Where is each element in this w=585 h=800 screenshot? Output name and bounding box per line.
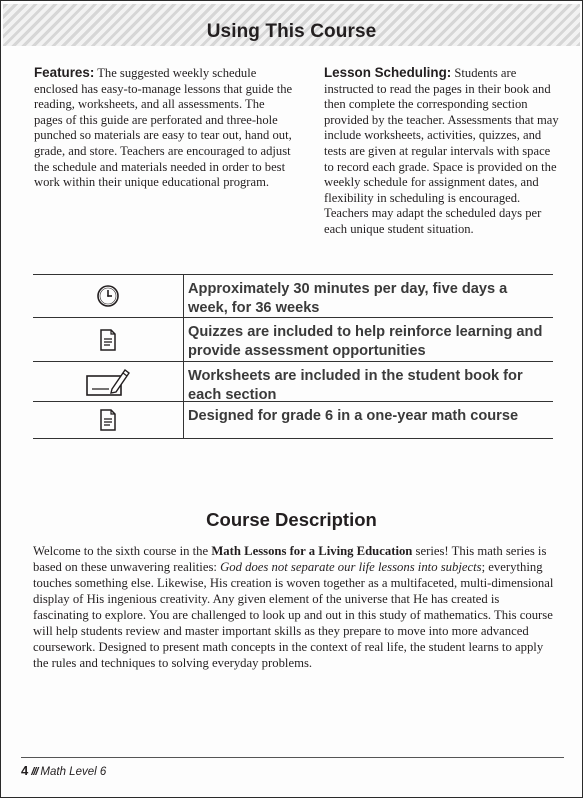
series-name: Math Lessons for a Living Education — [211, 544, 413, 558]
desc-text-1: Welcome to the sixth course in the — [33, 544, 212, 558]
lesson-scheduling-body: Students are instructed to read the pages in their book and then complete the corresponding section provided by the teacher. Assessments that may include worksheets, activities, quizzes, and tests are given at regular intervals with space to record each grade. Space is provided on the weekly schedule for assignment dates, and flexibility in scheduling is encouraged. Teachers may adapt the scheduled days per each unique student situation. — [324, 66, 559, 236]
feature-text-time: Approximately 30 minutes per day, five days a week, for 36 weeks — [188, 281, 508, 316]
footer-marks: /// — [31, 766, 38, 778]
feature-text-quizzes: Quizzes are included to help reinforce learning and provide assessment opportunities — [188, 324, 543, 359]
feature-row-worksheets — [33, 361, 553, 401]
clock-icon — [96, 284, 120, 308]
lesson-scheduling-paragraph — [324, 65, 560, 238]
page-footer — [21, 763, 106, 778]
lesson-scheduling-heading: Lesson Scheduling: — [324, 65, 452, 80]
book-title: Math Level 6 — [40, 766, 107, 778]
feature-text-grade: Designed for grade 6 in a one-year math course — [188, 408, 519, 424]
pencil-writing-icon — [85, 367, 131, 397]
page-number: 4 — [21, 763, 29, 778]
document-icon — [99, 329, 117, 351]
page-title: Using This Course — [206, 21, 377, 42]
features-body: The suggested weekly schedule enclosed has easy-to-manage lessons that guide the reading, worksheets, and all assessments. The pages of this guide are perforated and three-hole punched so materials are easy to tear out, hand out, grade, and store. Teachers are encouraged to adjust the schedule and materials needed in order to best work within their unique educational program. — [34, 66, 293, 190]
features-heading: Features: — [34, 65, 95, 80]
feature-table — [33, 274, 553, 439]
feature-text-worksheets: Worksheets are included in the student book for each section — [188, 368, 523, 403]
feature-row-grade — [33, 401, 553, 438]
feature-row-time — [33, 275, 553, 317]
course-description-body — [33, 543, 555, 671]
course-description-title: Course Description — [206, 509, 377, 530]
footer-divider — [21, 757, 564, 758]
desc-text-3: ; everything touches something else. Likewise, His creation is woven together as a multifaceted, multi-dimensional display of His ingenious creativity. Any given element of the universe that He has created is fascinating to explore. You are challenged to look up and out in this study of mathematics. This course will help students review and master important skills as they prepare to move into more advanced coursework. Designed to present math concepts in the context of real life, the student learns to apply the rules and techniques to solving everyday problems. — [33, 560, 554, 670]
document-icon — [99, 409, 117, 431]
features-paragraph — [34, 65, 296, 191]
quote: God does not separate our life lessons into subjects — [220, 560, 482, 574]
desc-text-2: series! This math series is based on these unwavering realities: — [33, 544, 547, 574]
feature-row-quizzes — [33, 317, 553, 361]
